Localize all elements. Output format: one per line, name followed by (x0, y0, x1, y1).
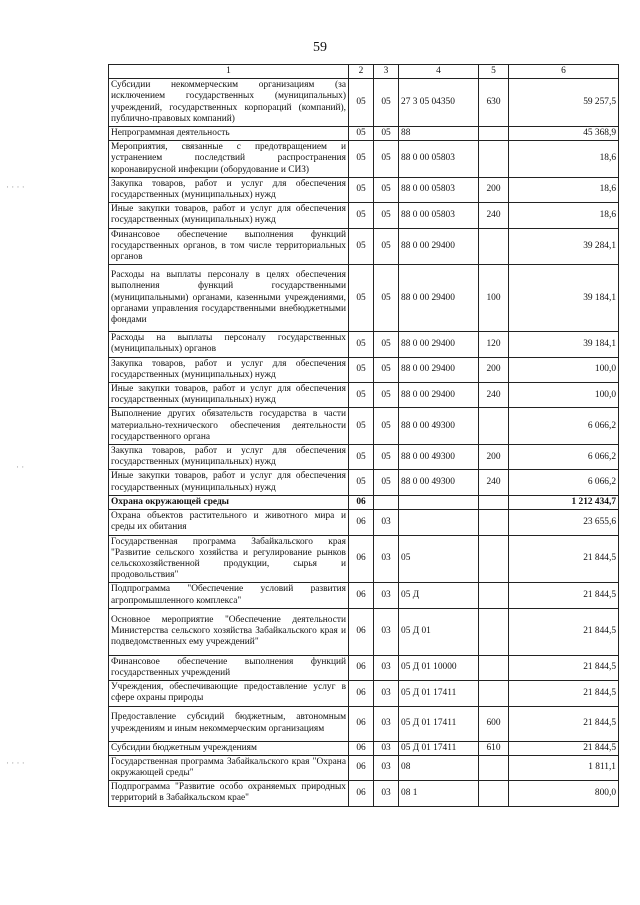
row-subsection: 03 (374, 741, 399, 755)
row-target-code: 05 Д 01 10000 (399, 655, 479, 680)
row-section: 06 (349, 741, 374, 755)
row-amount: 1 212 434,7 (509, 495, 619, 509)
row-expense-type (479, 755, 509, 780)
row-name: Расходы на выплаты персоналу в целях обеспечения выполнения функций государственными (муниципальными) органами, казенными учреждениями, органами управления государственными внебюджетными фондами (109, 265, 349, 332)
row-name: Охрана объектов растительного и животного мира и среды их обитания (109, 510, 349, 535)
row-amount: 23 655,6 (509, 510, 619, 535)
row-expense-type: 240 (479, 470, 509, 495)
row-target-code: 88 0 00 29400 (399, 357, 479, 382)
row-expense-type (479, 228, 509, 265)
row-name: Субсидии некоммерческим организациям (за исключением государственных (муниципальных) учреждений, государственных корпораций (компаний), публично-правовых компаний) (109, 79, 349, 127)
scan-mark: · · (16, 462, 25, 472)
row-target-code: 88 0 00 49300 (399, 470, 479, 495)
row-section: 05 (349, 470, 374, 495)
table-row (109, 203, 619, 228)
row-section: 05 (349, 357, 374, 382)
page-number: 59 (313, 40, 327, 55)
row-subsection: 03 (374, 706, 399, 741)
row-target-code: 05 Д 01 17411 (399, 681, 479, 706)
row-expense-type (479, 127, 509, 141)
row-name: Учреждения, обеспечивающие предоставление услуг в сфере охраны природы (109, 681, 349, 706)
row-amount: 21 844,5 (509, 681, 619, 706)
table-row (109, 332, 619, 357)
row-subsection: 05 (374, 445, 399, 470)
row-name: Охрана окружающей среды (109, 495, 349, 509)
row-expense-type (479, 583, 509, 608)
row-subsection: 05 (374, 127, 399, 141)
row-target-code: 88 0 00 49300 (399, 408, 479, 445)
row-amount: 21 844,5 (509, 583, 619, 608)
table-row (109, 79, 619, 127)
row-target-code: 88 0 00 29400 (399, 265, 479, 332)
row-name: Закупка товаров, работ и услуг для обеспечения государственных (муниципальных) нужд (109, 445, 349, 470)
row-target-code: 05 Д 01 (399, 608, 479, 655)
row-subsection: 03 (374, 655, 399, 680)
row-amount: 100,0 (509, 383, 619, 408)
table-row (109, 755, 619, 780)
row-expense-type: 100 (479, 265, 509, 332)
row-expense-type (479, 510, 509, 535)
row-section: 05 (349, 141, 374, 178)
row-expense-type (479, 408, 509, 445)
budget-table (108, 64, 619, 807)
row-name: Основное мероприятие "Обеспечение деятельности Министерства сельского хозяйства Забайкальского края и подведомственных ему учреждений" (109, 608, 349, 655)
row-section: 06 (349, 681, 374, 706)
row-amount: 6 066,2 (509, 470, 619, 495)
table-row (109, 228, 619, 265)
row-amount: 800,0 (509, 781, 619, 806)
row-target-code (399, 495, 479, 509)
row-section: 06 (349, 510, 374, 535)
row-section: 06 (349, 655, 374, 680)
column-header-row (109, 65, 619, 79)
row-subsection: 05 (374, 79, 399, 127)
row-name: Закупка товаров, работ и услуг для обеспечения государственных (муниципальных) нужд (109, 177, 349, 202)
row-expense-type (479, 535, 509, 583)
row-subsection: 05 (374, 141, 399, 178)
row-section: 05 (349, 203, 374, 228)
row-amount: 39 184,1 (509, 332, 619, 357)
column-header: 6 (509, 65, 619, 79)
row-target-code: 88 0 00 05803 (399, 203, 479, 228)
row-amount: 6 066,2 (509, 408, 619, 445)
table-row (109, 495, 619, 509)
row-name: Иные закупки товаров, работ и услуг для обеспечения государственных (муниципальных) нужд (109, 383, 349, 408)
row-section: 05 (349, 127, 374, 141)
row-subsection: 05 (374, 265, 399, 332)
row-name: Выполнение других обязательств государства в части материально-технического обеспечения деятельности государственного органа (109, 408, 349, 445)
row-amount: 18,6 (509, 203, 619, 228)
row-name: Мероприятия, связанные с предотвращением и устранением последствий распространения коронавирусной инфекции (оборудование и СИЗ) (109, 141, 349, 178)
row-amount: 100,0 (509, 357, 619, 382)
row-subsection: 03 (374, 535, 399, 583)
column-header: 1 (109, 65, 349, 79)
table-row (109, 583, 619, 608)
row-name: Закупка товаров, работ и услуг для обеспечения государственных (муниципальных) нужд (109, 357, 349, 382)
row-section: 06 (349, 608, 374, 655)
row-name: Подпрограмма "Развитие особо охраняемых природных территорий в Забайкальском крае" (109, 781, 349, 806)
row-section: 05 (349, 383, 374, 408)
column-header: 5 (479, 65, 509, 79)
row-target-code: 27 3 05 04350 (399, 79, 479, 127)
row-amount: 21 844,5 (509, 741, 619, 755)
row-name: Субсидии бюджетным учреждениям (109, 741, 349, 755)
row-amount: 21 844,5 (509, 655, 619, 680)
row-section: 05 (349, 228, 374, 265)
row-subsection: 05 (374, 332, 399, 357)
row-expense-type: 120 (479, 332, 509, 357)
row-subsection: 03 (374, 755, 399, 780)
row-expense-type (479, 608, 509, 655)
table-row (109, 265, 619, 332)
table-body (109, 79, 619, 806)
row-section: 05 (349, 332, 374, 357)
row-section: 05 (349, 408, 374, 445)
row-amount: 18,6 (509, 141, 619, 178)
row-target-code: 88 (399, 127, 479, 141)
row-name: Финансовое обеспечение выполнения функций государственных органов, в том числе территориальных органов (109, 228, 349, 265)
row-expense-type: 600 (479, 706, 509, 741)
row-section: 06 (349, 706, 374, 741)
table-row (109, 127, 619, 141)
row-name: Предоставление субсидий бюджетным, автономным учреждениям и иным некоммерческим организациям (109, 706, 349, 741)
row-amount: 39 184,1 (509, 265, 619, 332)
row-subsection: 05 (374, 470, 399, 495)
row-subsection: 05 (374, 408, 399, 445)
column-header: 4 (399, 65, 479, 79)
row-expense-type: 200 (479, 177, 509, 202)
row-target-code: 88 0 00 05803 (399, 141, 479, 178)
row-name: Иные закупки товаров, работ и услуг для обеспечения государственных (муниципальных) нужд (109, 470, 349, 495)
row-amount: 21 844,5 (509, 608, 619, 655)
row-name: Иные закупки товаров, работ и услуг для обеспечения государственных (муниципальных) нужд (109, 203, 349, 228)
table-row (109, 408, 619, 445)
row-expense-type: 610 (479, 741, 509, 755)
table-row (109, 357, 619, 382)
table-row (109, 470, 619, 495)
column-header: 3 (374, 65, 399, 79)
row-subsection: 03 (374, 681, 399, 706)
row-name: Расходы на выплаты персоналу государственных (муниципальных) органов (109, 332, 349, 357)
row-amount: 21 844,5 (509, 535, 619, 583)
row-target-code: 88 0 00 05803 (399, 177, 479, 202)
row-name: Финансовое обеспечение выполнения функций государственных учреждений (109, 655, 349, 680)
row-amount: 39 284,1 (509, 228, 619, 265)
row-name: Государственная программа Забайкальского края "Развитие сельского хозяйства и регулирование рынков сельскохозяйственной продукции, сырья и продовольствия" (109, 535, 349, 583)
row-name: Государственная программа Забайкальского края "Охрана окружающей среды" (109, 755, 349, 780)
row-target-code (399, 510, 479, 535)
row-target-code: 88 0 00 29400 (399, 228, 479, 265)
row-amount: 59 257,5 (509, 79, 619, 127)
row-target-code: 88 0 00 49300 (399, 445, 479, 470)
row-target-code: 05 Д 01 17411 (399, 741, 479, 755)
row-target-code: 05 (399, 535, 479, 583)
table-row (109, 510, 619, 535)
table-row (109, 445, 619, 470)
row-target-code: 08 1 (399, 781, 479, 806)
row-subsection: 03 (374, 583, 399, 608)
table-row (109, 177, 619, 202)
row-expense-type (479, 141, 509, 178)
row-expense-type: 200 (479, 357, 509, 382)
table-row (109, 706, 619, 741)
row-section: 06 (349, 495, 374, 509)
row-target-code: 88 0 00 29400 (399, 383, 479, 408)
row-name: Непрограммная деятельность (109, 127, 349, 141)
row-section: 05 (349, 445, 374, 470)
row-expense-type: 630 (479, 79, 509, 127)
row-target-code: 05 Д 01 17411 (399, 706, 479, 741)
row-amount: 45 368,9 (509, 127, 619, 141)
row-target-code: 05 Д (399, 583, 479, 608)
row-section: 05 (349, 265, 374, 332)
row-subsection: 03 (374, 510, 399, 535)
row-subsection: 05 (374, 203, 399, 228)
row-amount: 1 811,1 (509, 755, 619, 780)
table-row (109, 535, 619, 583)
table-row (109, 141, 619, 178)
row-subsection: 05 (374, 177, 399, 202)
row-name: Подпрограмма "Обеспечение условий развития агропромышленного комплекса" (109, 583, 349, 608)
row-expense-type: 240 (479, 383, 509, 408)
row-amount: 18,6 (509, 177, 619, 202)
row-subsection: 05 (374, 383, 399, 408)
row-subsection: 05 (374, 228, 399, 265)
scan-mark: · · · · (6, 758, 25, 768)
row-expense-type (479, 781, 509, 806)
row-expense-type (479, 655, 509, 680)
table-row (109, 655, 619, 680)
row-expense-type: 200 (479, 445, 509, 470)
row-target-code: 08 (399, 755, 479, 780)
row-expense-type (479, 681, 509, 706)
row-target-code: 88 0 00 29400 (399, 332, 479, 357)
table-row (109, 608, 619, 655)
row-subsection: 05 (374, 357, 399, 382)
row-section: 06 (349, 755, 374, 780)
table-row (109, 383, 619, 408)
row-expense-type: 240 (479, 203, 509, 228)
row-subsection (374, 495, 399, 509)
table-row (109, 781, 619, 806)
table-row (109, 681, 619, 706)
row-section: 06 (349, 535, 374, 583)
scan-mark: · · · · (6, 182, 25, 192)
row-amount: 6 066,2 (509, 445, 619, 470)
row-section: 05 (349, 177, 374, 202)
row-section: 05 (349, 79, 374, 127)
row-section: 06 (349, 583, 374, 608)
column-header: 2 (349, 65, 374, 79)
table-row (109, 741, 619, 755)
row-amount: 21 844,5 (509, 706, 619, 741)
row-subsection: 03 (374, 781, 399, 806)
row-subsection: 03 (374, 608, 399, 655)
row-expense-type (479, 495, 509, 509)
row-section: 06 (349, 781, 374, 806)
